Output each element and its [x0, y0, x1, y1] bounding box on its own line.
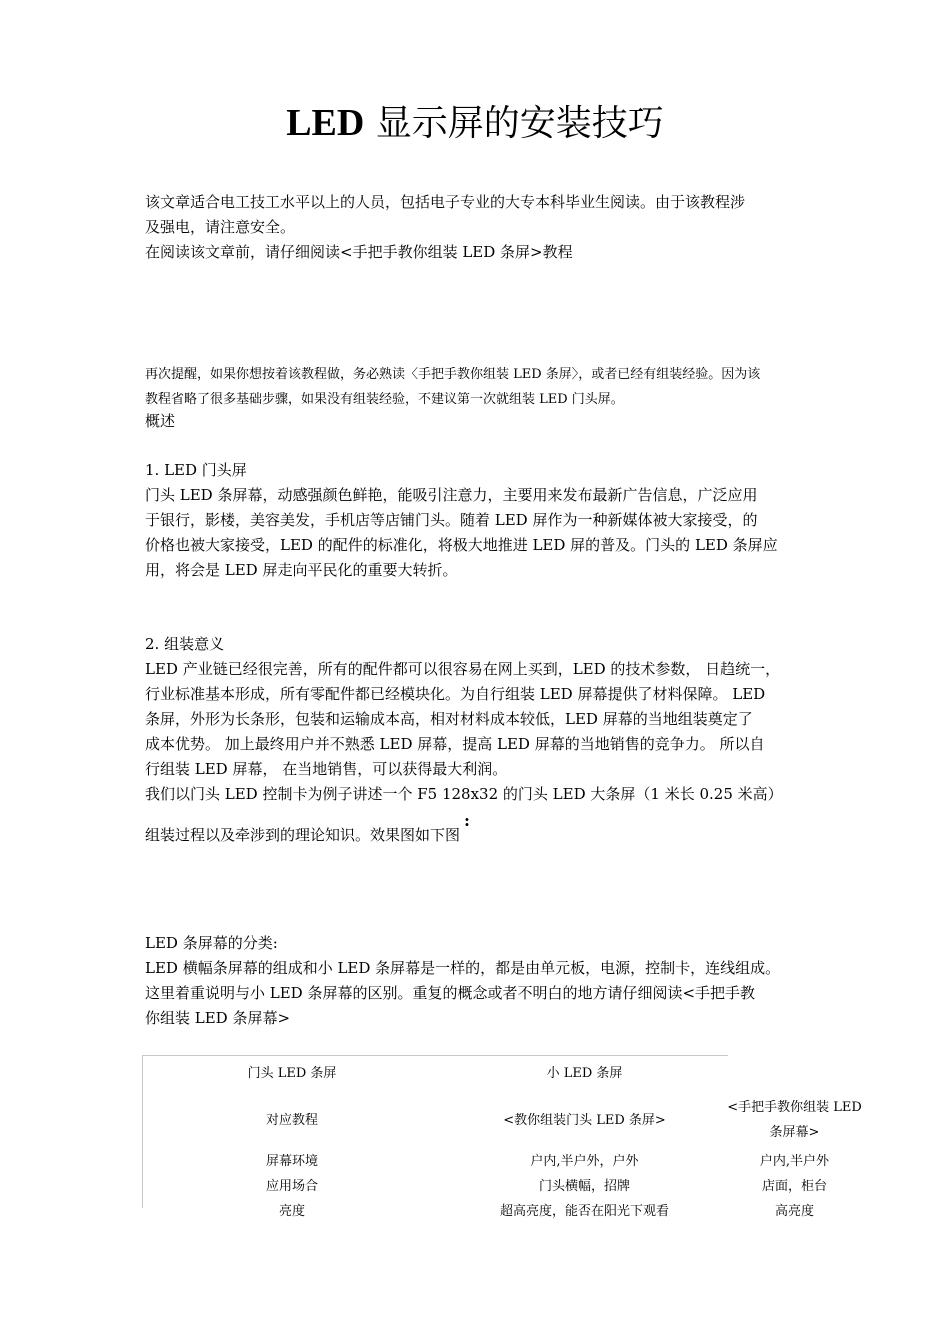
- table-row: [142, 1091, 862, 1149]
- section-led-door-screen: [145, 458, 810, 583]
- table-cell: 屏幕环境: [265, 1154, 318, 1169]
- section-tail-line: [145, 811, 810, 848]
- section-line: 成本优势。 加上最终用户并不熟悉 LED 屏幕，提高 LED 屏幕的当地销售的竞争力。 所以自: [145, 735, 765, 753]
- table-cell: 门头横幅，招牌: [538, 1179, 630, 1194]
- table-row: [142, 1149, 862, 1174]
- section-classification: [145, 931, 810, 1031]
- reminder-line: 教程省略了很多基础步骤，如果没有组装经验，不建议第一次就组装 LED 门头屏。: [145, 392, 624, 407]
- section-line: 我们以门头 LED 控制卡为例子讲述一个 F5 128x32 的门头 LED 大条屏（1 米长 0.25 米高）: [145, 785, 783, 803]
- table-cell: 高亮度: [774, 1204, 814, 1219]
- intro-paragraph: [145, 190, 810, 265]
- intro-line: 在阅读该文章前，请仔细阅读<手把手教你组装 LED 条屏>教程: [145, 243, 573, 261]
- table-cell: 超高亮度，能否在阳光下观看: [499, 1204, 669, 1219]
- reminder-paragraph: [145, 362, 810, 412]
- table-header-cell: 门头 LED 条屏: [247, 1065, 337, 1081]
- table-cell: 对应教程: [265, 1112, 318, 1128]
- title-chinese: 显示屏的安装技巧: [364, 103, 664, 144]
- table-row: [142, 1199, 862, 1224]
- title-latin: LED: [286, 102, 365, 144]
- table-header-cell-empty: [727, 1055, 862, 1091]
- section-line: 用，将会是 LED 屏走向平民化的重要大转折。: [145, 561, 458, 579]
- table-cell: [727, 1091, 862, 1149]
- intro-line: 该文章适合电工技工水平以上的人员，包括电子专业的大专本科毕业生阅读。由于该教程涉: [145, 193, 746, 211]
- table-cell: 亮度: [278, 1204, 305, 1219]
- section-line: 条屏，外形为长条形，包装和运输成本高，相对材料成本较低，LED 屏幕的当地组装奠定了: [145, 710, 753, 728]
- overview-heading: 概述: [145, 412, 176, 430]
- table-cell: 户内,半户外: [759, 1154, 830, 1169]
- table-cell-line: <手把手教你组装 LED: [727, 1100, 862, 1115]
- section-assembly-meaning: [145, 632, 810, 807]
- section-line: LED 产业链已经很完善，所有的配件都可以很容易在网上买到，LED 的技术参数， 日趋统一，: [145, 660, 781, 678]
- section-heading: 1. LED 门头屏: [145, 461, 247, 479]
- section-heading: 2. 组装意义: [145, 635, 225, 653]
- colon-mark: :: [464, 811, 470, 830]
- section-line: 价格也被大家接受，LED 的配件的标准化，将极大地推进 LED 屏的普及。门头的 LED 条屏应: [145, 536, 778, 554]
- table-cell-line: 条屏幕>: [769, 1125, 820, 1140]
- document-title: [0, 100, 950, 147]
- intro-line: 及强电，请注意安全。: [145, 218, 296, 236]
- comparison-table: [142, 1055, 862, 1224]
- table-header-row: [142, 1055, 862, 1091]
- table-cell: <教你组装门头 LED 条屏>: [503, 1112, 666, 1128]
- section-heading: LED 条屏幕的分类:: [145, 934, 278, 952]
- section-line: 行业标准基本形成，所有零配件都已经模块化。为自行组装 LED 屏幕提供了材料保障。 LED: [145, 685, 766, 703]
- section-line: 门头 LED 条屏幕，动感强颜色鲜艳，能吸引注意力，主要用来发布最新广告信息，广泛应用: [145, 486, 758, 504]
- table-cell: 应用场合: [265, 1179, 318, 1194]
- section-line: 行组装 LED 屏幕， 在当地销售，可以获得最大利润。: [145, 760, 508, 778]
- section-line: 你组装 LED 条屏幕>: [145, 1009, 291, 1027]
- section-line: 这里着重说明与小 LED 条屏幕的区别。重复的概念或者不明白的地方请仔细阅读<手把手教: [145, 984, 756, 1002]
- section-line: 于银行，影楼，美容美发，手机店等店铺门头。随着 LED 屏作为一种新媒体被大家接受，的: [145, 511, 758, 529]
- table-row: [142, 1174, 862, 1199]
- section-tail-text: 组装过程以及牵涉到的理论知识。效果图如下图: [145, 826, 461, 844]
- section-line: LED 横幅条屏幕的组成和小 LED 条屏幕是一样的，都是由单元板，电源，控制卡，连线组成。: [145, 959, 781, 977]
- table-cell: 店面，柜台: [761, 1179, 827, 1194]
- table-cell: 户内,半户外，户外: [530, 1154, 639, 1169]
- reminder-line: 再次提醒，如果你想按着该教程做，务必熟读〈手把手教你组装 LED 条屏〉，或者已经有组装经验。因为该: [145, 367, 761, 382]
- table-header-cell: 小 LED 条屏: [546, 1065, 623, 1081]
